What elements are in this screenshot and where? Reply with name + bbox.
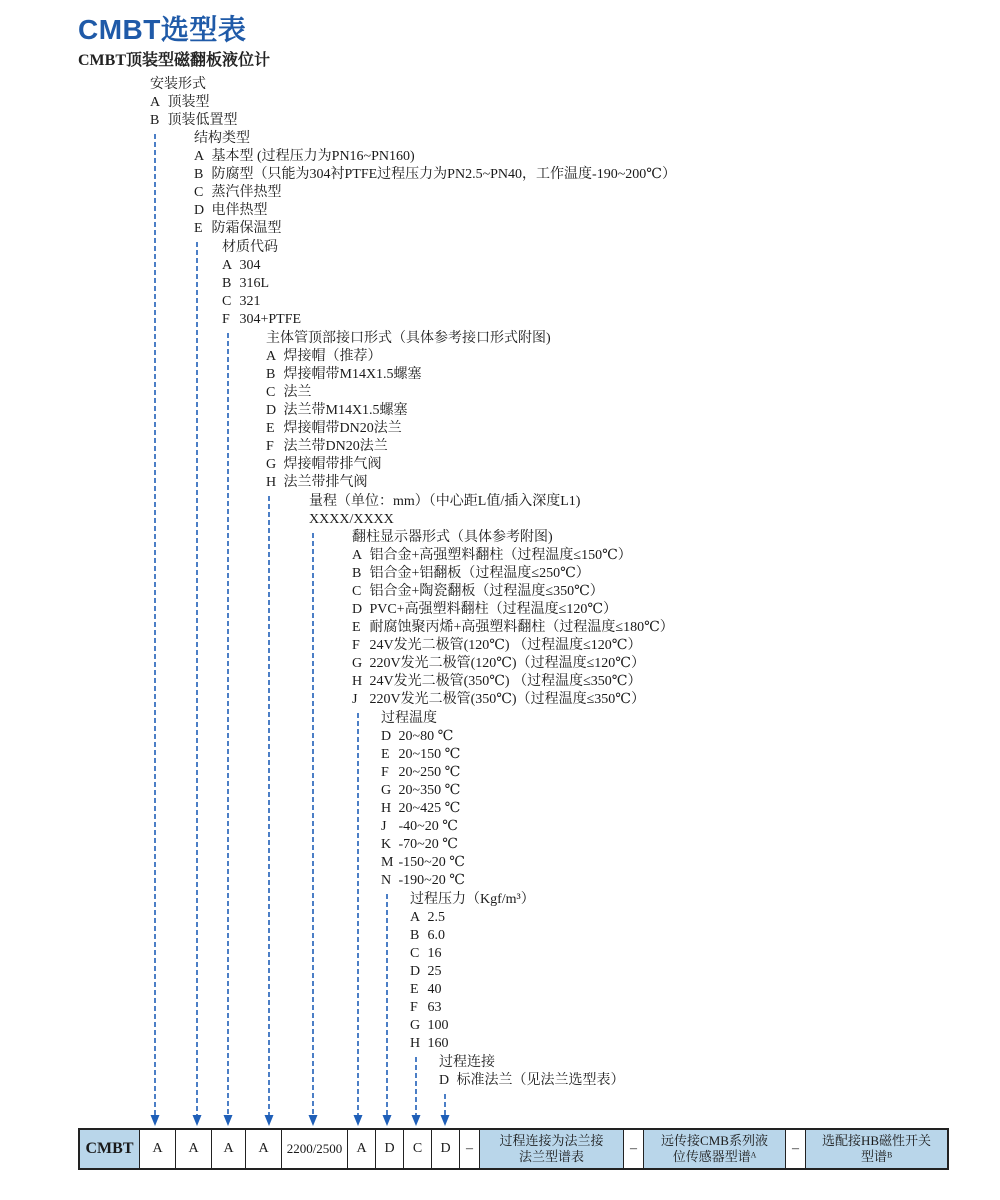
code-cell: 选配接HB磁性开关型谱ᴮ (806, 1130, 947, 1168)
option-code: A (266, 349, 277, 364)
group-title: 主体管顶部接口形式（具体参考接口形式附图) (266, 331, 551, 346)
option-code: F (410, 1000, 418, 1015)
option-code: J (352, 692, 358, 707)
option-code: D (381, 729, 392, 744)
code-cell: A (212, 1130, 246, 1168)
option-text: 法兰 (280, 385, 312, 400)
option-text: -190~20 ℃ (395, 873, 465, 888)
option-text: 电伴热型 (208, 203, 268, 218)
option-code: B (150, 113, 160, 128)
option-text: PVC+高强塑料翻柱（过程温度≤120℃） (366, 602, 617, 617)
code-cell: A (176, 1130, 212, 1168)
code-cell: – (624, 1130, 644, 1168)
option-text: 法兰带M14X1.5螺塞 (280, 403, 408, 418)
code-cell: A (348, 1130, 376, 1168)
option-text: 铝合金+陶瓷翻板（过程温度≤350℃） (366, 584, 604, 599)
option-text: 220V发光二极管(120℃)（过程温度≤120℃） (366, 656, 645, 671)
model-prefix-cell: CMBT (80, 1130, 140, 1168)
arrow-head-icon (354, 1115, 363, 1126)
group-title: 翻柱显示器形式（具体参考附图) (352, 530, 553, 545)
option-code: D (352, 602, 363, 617)
group-title: 过程连接 (439, 1055, 495, 1070)
arrow-head-icon (224, 1115, 233, 1126)
option-code: C (352, 584, 362, 599)
option-code: C (266, 385, 276, 400)
option-code: C (194, 185, 204, 200)
option-code: D (194, 203, 205, 218)
option-text: 焊接帽带M14X1.5螺塞 (280, 367, 422, 382)
option-code: A (194, 149, 205, 164)
option-text: 321 (236, 294, 261, 309)
option-text: 铝合金+高强塑料翻柱（过程温度≤150℃） (366, 548, 632, 563)
option-text: 16 (424, 946, 442, 961)
option-text: 304+PTFE (236, 312, 302, 327)
arrow-head-icon (383, 1115, 392, 1126)
option-code: E (194, 221, 203, 236)
option-code: H (266, 475, 277, 490)
group-title: 结构类型 (194, 131, 250, 146)
arrow-head-icon (441, 1115, 450, 1126)
option-code: A (150, 95, 161, 110)
option-text: 焊接帽带排气阀 (280, 457, 382, 472)
arrow-head-icon (151, 1115, 160, 1126)
option-code: G (266, 457, 277, 472)
group-title: 材质代码 (222, 240, 278, 255)
option-code: J (381, 819, 387, 834)
option-code: G (352, 656, 363, 671)
option-text: XXXX/XXXX (309, 512, 394, 527)
option-text: 63 (424, 1000, 442, 1015)
option-code: N (381, 873, 392, 888)
option-code: H (410, 1036, 421, 1051)
option-text: 蒸汽伴热型 (208, 185, 282, 200)
option-text: 20~150 ℃ (395, 747, 461, 762)
option-text: 24V发光二极管(350℃) （过程温度≤350℃） (366, 674, 642, 689)
option-code: D (266, 403, 277, 418)
option-text: 法兰带DN20法兰 (280, 439, 388, 454)
option-text: 2.5 (424, 910, 445, 925)
option-text: 20~425 ℃ (395, 801, 461, 816)
option-text: 24V发光二极管(120℃) （过程温度≤120℃） (366, 638, 642, 653)
option-code: D (439, 1073, 450, 1088)
page-subtitle: CMBT顶装型磁翻板液位计 (78, 52, 271, 69)
option-code: G (410, 1018, 421, 1033)
option-text: 20~350 ℃ (395, 783, 461, 798)
option-code: F (222, 312, 230, 327)
option-text: -70~20 ℃ (395, 837, 458, 852)
option-text: 20~80 ℃ (395, 729, 454, 744)
option-code: A (352, 548, 363, 563)
option-text: 304 (236, 258, 261, 273)
option-text: 焊接帽（推荐） (280, 349, 382, 364)
page-title: CMBT选型表 (78, 14, 247, 45)
code-cell: – (460, 1130, 480, 1168)
option-text: 顶装型 (164, 95, 210, 110)
option-text: -150~20 ℃ (395, 855, 465, 870)
option-code: F (266, 439, 274, 454)
arrow-head-icon (193, 1115, 202, 1126)
option-text: 220V发光二极管(350℃)（过程温度≤350℃） (366, 692, 645, 707)
option-code: C (410, 946, 420, 961)
option-code: D (410, 964, 421, 979)
code-cell: D (432, 1130, 460, 1168)
arrow-head-icon (265, 1115, 274, 1126)
option-text: 防腐型（只能为304衬PTFE过程压力为PN2.5~PN40，工作温度-190~200℃） (208, 167, 676, 182)
option-code: K (381, 837, 392, 852)
option-text: 铝合金+铝翻板（过程温度≤250℃） (366, 566, 590, 581)
option-code: B (194, 167, 204, 182)
option-text: -40~20 ℃ (395, 819, 458, 834)
option-code: A (410, 910, 421, 925)
option-code: B (410, 928, 420, 943)
option-text: 100 (424, 1018, 449, 1033)
option-text: 316L (236, 276, 270, 291)
option-code: E (352, 620, 361, 635)
option-text: 基本型 (过程压力为PN16~PN160) (208, 149, 415, 164)
option-code: E (410, 982, 419, 997)
model-code-bar (78, 1128, 949, 1170)
option-text: 20~250 ℃ (395, 765, 461, 780)
code-cell: A (140, 1130, 176, 1168)
option-code: E (381, 747, 390, 762)
option-code: G (381, 783, 392, 798)
code-cell: 2200/2500 (282, 1130, 348, 1168)
option-text: 160 (424, 1036, 449, 1051)
option-code: F (352, 638, 360, 653)
arrow-head-icon (309, 1115, 318, 1126)
option-text: 法兰带排气阀 (280, 475, 368, 490)
option-code: B (222, 276, 232, 291)
code-cell: A (246, 1130, 282, 1168)
code-cell: 过程连接为法兰接法兰型谱表 (480, 1130, 624, 1168)
option-text: 焊接帽带DN20法兰 (280, 421, 402, 436)
group-title: 过程温度 (381, 711, 437, 726)
code-cell: C (404, 1130, 432, 1168)
arrow-head-icon (412, 1115, 421, 1126)
option-code: B (266, 367, 276, 382)
option-code: A (222, 258, 233, 273)
option-text: 耐腐蚀聚丙烯+高强塑料翻柱（过程温度≤180℃） (366, 620, 674, 635)
code-cell: D (376, 1130, 404, 1168)
option-code: H (381, 801, 392, 816)
option-code: B (352, 566, 362, 581)
code-cell: – (786, 1130, 806, 1168)
option-code: H (352, 674, 363, 689)
group-title: 过程压力（Kgf/m³） (410, 892, 535, 907)
option-text: 顶装低置型 (164, 113, 238, 128)
option-text: 6.0 (424, 928, 445, 943)
option-code: M (381, 855, 394, 870)
option-code: E (266, 421, 275, 436)
option-code: C (222, 294, 232, 309)
option-code: F (381, 765, 389, 780)
option-text: 40 (424, 982, 442, 997)
group-title: 安装形式 (150, 77, 206, 92)
option-text: 标准法兰（见法兰选型表） (453, 1073, 625, 1088)
group-title: 量程（单位：mm）（中心距L值/插入深度L1) (309, 494, 581, 509)
option-text: 25 (424, 964, 442, 979)
option-text: 防霜保温型 (208, 221, 282, 236)
code-cell: 远传接CMB系列液位传感器型谱ᴬ (644, 1130, 786, 1168)
